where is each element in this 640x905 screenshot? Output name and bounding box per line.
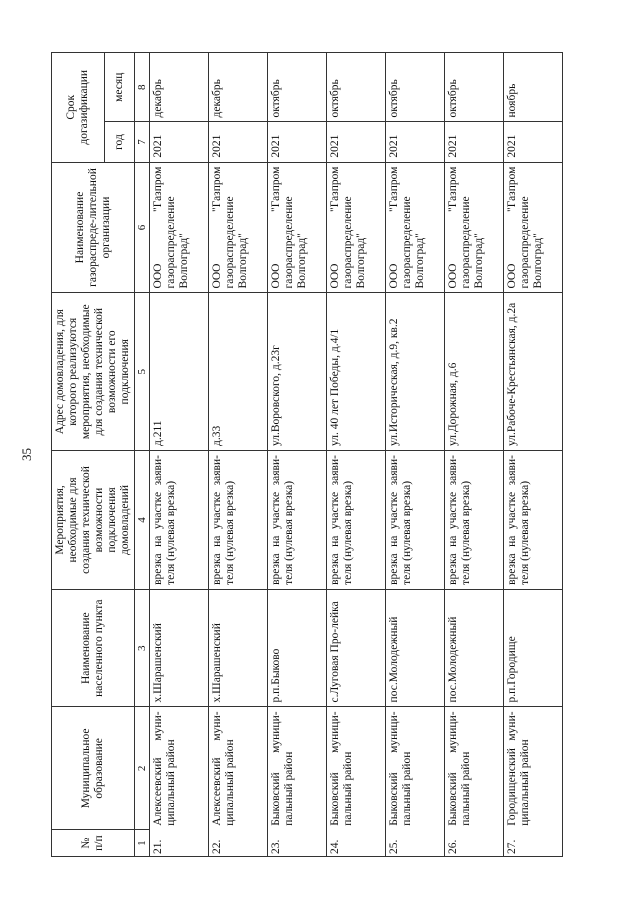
column-number: 7 — [135, 122, 150, 162]
organization-cell: ООО "Газпром газораспределение Волгоград" — [327, 162, 386, 293]
table-row — [386, 53, 445, 857]
address-cell: ул. 40 лет Победы, д.4/1 — [327, 293, 386, 451]
measures-cell: врезка на участке заяви-теля (нулевая врезка) — [150, 451, 209, 590]
measures-cell: врезка на участке заяви-теля (нулевая врезка) — [209, 451, 268, 590]
row-number: 22. — [209, 830, 268, 857]
measures-cell: врезка на участке заяви-теля (нулевая врезка) — [445, 451, 504, 590]
organization-cell: ООО "Газпром газораспределение Волгоград" — [150, 162, 209, 293]
year-cell: 2021 — [268, 122, 327, 162]
address-cell: ул.Дорожная, д.6 — [445, 293, 504, 451]
header-organization: Наименование газораспреде-лительной организации — [52, 162, 135, 293]
table-row — [327, 53, 386, 857]
row-number: 27. — [504, 830, 563, 857]
header-year: год — [104, 122, 135, 162]
year-cell: 2021 — [504, 122, 563, 162]
header-settlement: Наименование населенного пункта — [52, 589, 135, 707]
year-cell: 2021 — [209, 122, 268, 162]
column-number: 8 — [135, 53, 150, 123]
row-number: 26. — [445, 830, 504, 857]
address-cell: д.33 — [209, 293, 268, 451]
header-measures: Мероприятия, необходимые для создания технической возможности подключения домовладений — [52, 451, 135, 590]
measures-cell: врезка на участке заяви-теля (нулевая врезка) — [504, 451, 563, 590]
year-cell: 2021 — [445, 122, 504, 162]
page-number: 35 — [19, 448, 34, 461]
settlement-cell: х.Шарашенский — [209, 589, 268, 707]
municipality-cell: Городищенский муни-ципальный район — [504, 707, 563, 830]
column-number: 4 — [135, 451, 150, 590]
measures-cell: врезка на участке заяви-теля (нулевая врезка) — [268, 451, 327, 590]
month-cell: октябрь — [386, 53, 445, 123]
municipality-cell: Алексеевский муни-ципальный район — [150, 707, 209, 830]
header-municipality: Муниципальное образование — [52, 707, 135, 830]
municipality-cell: Быковский муници-пальный район — [268, 707, 327, 830]
column-number: 2 — [135, 707, 150, 830]
table-row — [209, 53, 268, 857]
month-cell: октябрь — [268, 53, 327, 123]
settlement-cell: х.Шарашенский — [150, 589, 209, 707]
organization-cell: ООО "Газпром газораспределение Волгоград" — [504, 162, 563, 293]
table-row — [445, 53, 504, 857]
column-number: 5 — [135, 293, 150, 451]
municipality-cell: Быковский муници-пальный район — [386, 707, 445, 830]
row-number: 21. — [150, 830, 209, 857]
header-num: № п/п — [52, 830, 135, 857]
settlement-cell: р.п.Городище — [504, 589, 563, 707]
month-cell: декабрь — [150, 53, 209, 123]
header-month: месяц — [104, 53, 135, 123]
header-address: Адрес домовладения, для которого реализуются мероприятия, необходимые для создания технической возможности его подключения — [52, 293, 135, 451]
municipality-cell: Алексеевский муни-ципальный район — [209, 707, 268, 830]
column-number: 3 — [135, 589, 150, 707]
municipality-cell: Быковский муници-пальный район — [445, 707, 504, 830]
organization-cell: ООО "Газпром газораспределение Волгоград" — [386, 162, 445, 293]
measures-cell: врезка на участке заяви-теля (нулевая врезка) — [327, 451, 386, 590]
municipality-cell: Быковский муници-пальный район — [327, 707, 386, 830]
rotated-content — [15, 52, 615, 857]
column-number: 6 — [135, 162, 150, 293]
month-cell: октябрь — [445, 53, 504, 123]
settlement-cell: с.Луговая Про-лейка — [327, 589, 386, 707]
measures-cell: врезка на участке заяви-теля (нулевая врезка) — [386, 451, 445, 590]
year-cell: 2021 — [150, 122, 209, 162]
settlement-cell: пос.Молодежный — [445, 589, 504, 707]
organization-cell: ООО "Газпром газораспределение Волгоград" — [268, 162, 327, 293]
year-cell: 2021 — [327, 122, 386, 162]
header-deadline: Срок догазификации — [52, 53, 105, 163]
table-row — [504, 53, 563, 857]
column-number: 1 — [135, 830, 150, 857]
table-row — [268, 53, 327, 857]
settlement-cell: р.п.Быково — [268, 589, 327, 707]
address-cell: ул.Рабоче-Крестьянская, д.2а — [504, 293, 563, 451]
month-cell: октябрь — [327, 53, 386, 123]
organization-cell: ООО "Газпром газораспределение Волгоград" — [209, 162, 268, 293]
address-cell: ул.Историческая, д.9, кв.2 — [386, 293, 445, 451]
row-number: 23. — [268, 830, 327, 857]
month-cell: декабрь — [209, 53, 268, 123]
table-row — [150, 53, 209, 857]
year-cell: 2021 — [386, 122, 445, 162]
row-number: 24. — [327, 830, 386, 857]
address-cell: ул.Воровского, д.23г — [268, 293, 327, 451]
settlement-cell: пос.Молодежный — [386, 589, 445, 707]
gasification-table — [51, 52, 563, 857]
row-number: 25. — [386, 830, 445, 857]
address-cell: д.211 — [150, 293, 209, 451]
organization-cell: ООО "Газпром газораспределение Волгоград" — [445, 162, 504, 293]
month-cell: ноябрь — [504, 53, 563, 123]
